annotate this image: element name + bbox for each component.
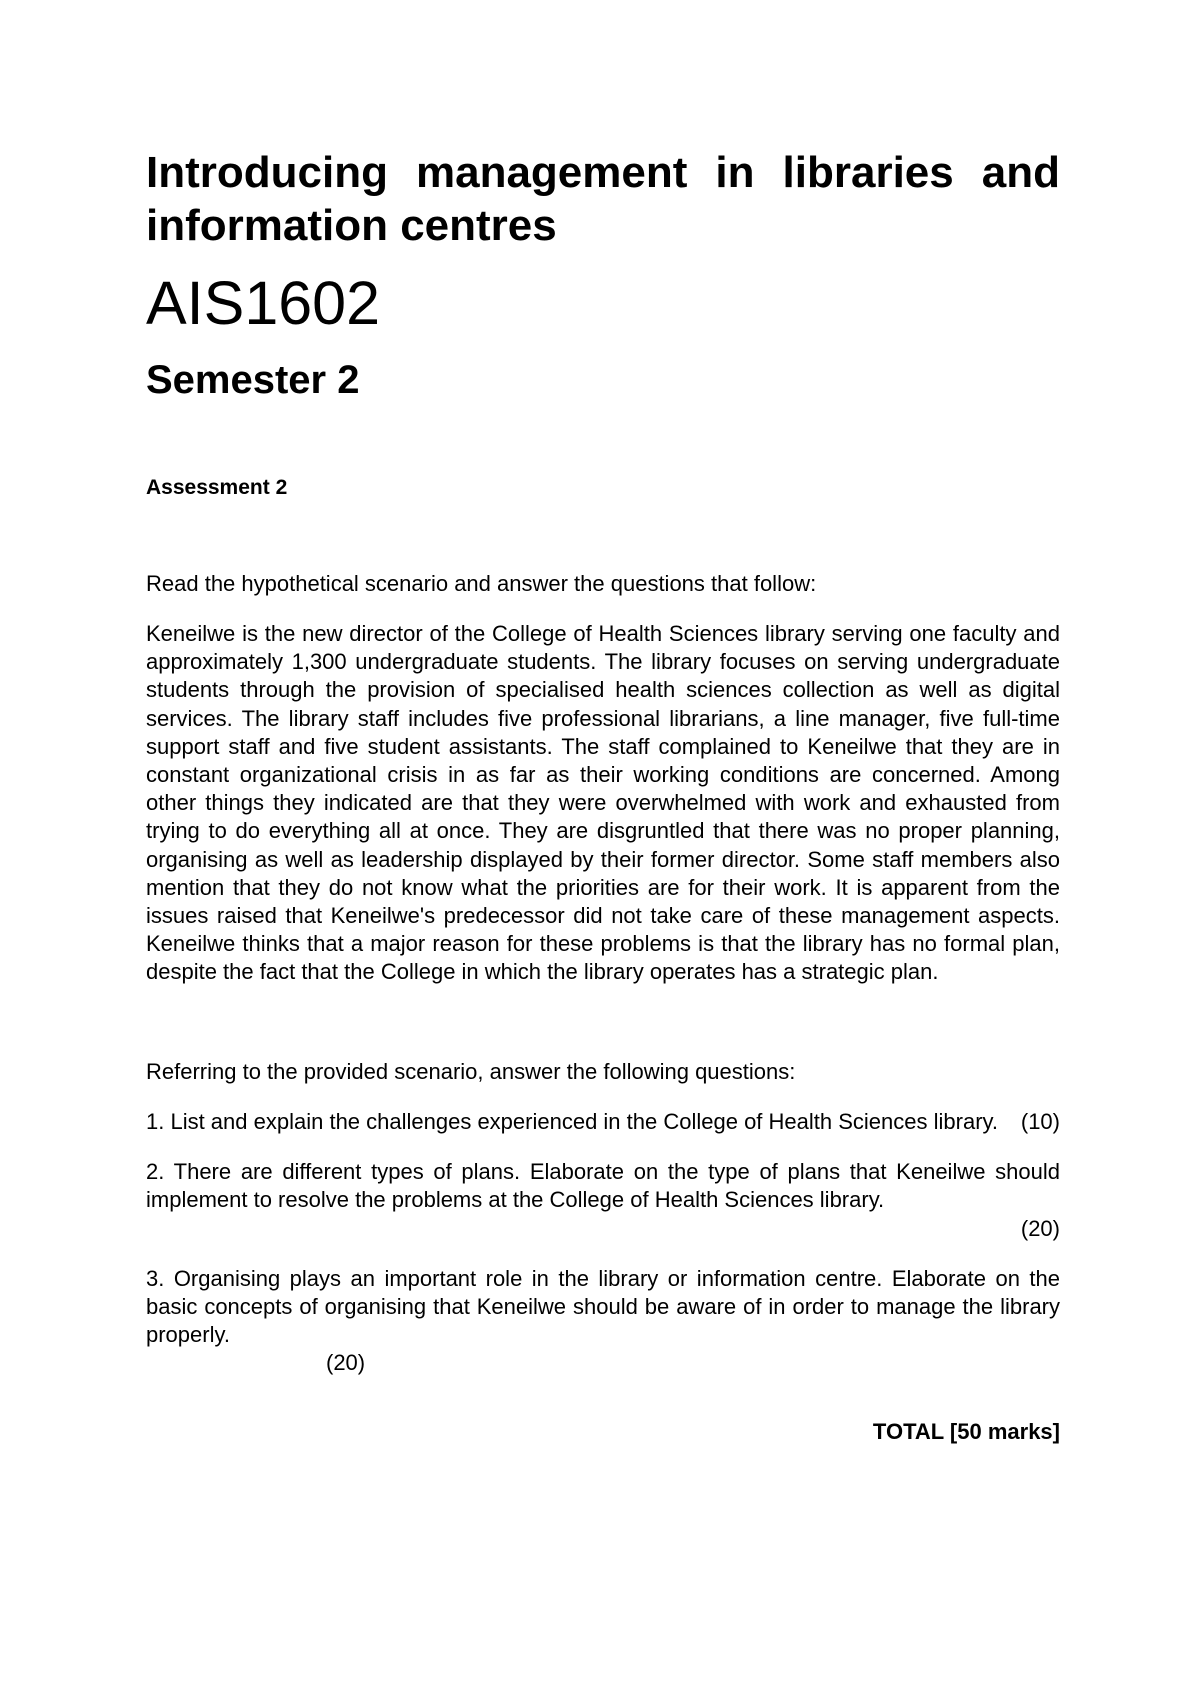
question-2 <box>146 1158 1060 1243</box>
question-list <box>146 1108 1060 1400</box>
question-2-text: 2. There are different types of plans. Elaborate on the type of plans that Keneilwe should implement to resolve the problems at the College of Health Sciences library. <box>146 1159 1060 1213</box>
question-1-text: 1. List and explain the challenges experienced in the College of Health Sciences library. <box>146 1109 998 1134</box>
semester-heading: Semester 2 <box>146 358 360 402</box>
question-3-text: 3. Organising plays an important role in the library or information centre. Elaborate on the basic concepts of organising that Keneilwe should be aware of in order to manage the library properly. <box>146 1265 1060 1348</box>
question-3 <box>146 1265 1060 1378</box>
assessment-heading: Assessment 2 <box>146 476 288 499</box>
question-3-marks: (20) <box>326 1350 366 1376</box>
total-marks: TOTAL [50 marks] <box>872 1419 1060 1444</box>
course-code: AIS1602 <box>146 269 381 337</box>
scenario-paragraph: Keneilwe is the new director of the College of Health Sciences library serving one faculty and approximately 1,300 undergraduate students. The library focuses on serving undergraduate students through the provision of specialised health sciences collection as well as digital services. The library staff includes five professional librarians, a line manager, five full-time support staff and five student assistants. The staff complained to Keneilwe that they are in constant organizational crisis in as far as their working conditions are concerned. Among other things they indicated are that they were overwhelmed with work and exhausted from trying to do everything all at once. They are disgruntled that there was no proper planning, organising as well as leadership displayed by their former director. Some staff members also mention that they do not know what the priorities are for their work. It is apparent from the issues raised that Keneilwe's predecessor did not take care of these management aspects. Keneilwe thinks that a major reason for these problems is that the library has no formal plan, despite the fact that the College in which the library operates has a strategic plan. <box>146 621 1060 985</box>
question-1 <box>146 1108 1060 1136</box>
questions-intro-paragraph: Referring to the provided scenario, answer the following questions: <box>146 1059 796 1084</box>
document-title: Introducing management in libraries and information centres <box>146 148 1060 250</box>
document-page <box>146 0 1060 1696</box>
question-1-marks: (10) <box>1020 1109 1060 1134</box>
question-2-marks: (20) <box>1020 1215 1060 1241</box>
instructions-paragraph: Read the hypothetical scenario and answer the questions that follow: <box>146 571 817 596</box>
